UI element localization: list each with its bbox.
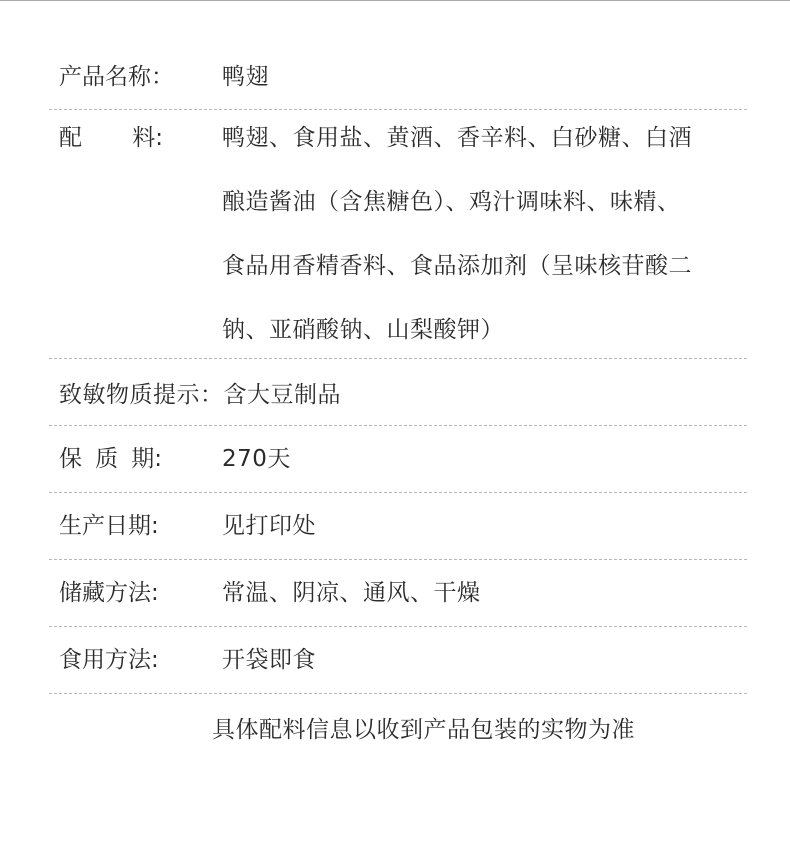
allergen-row bbox=[49, 359, 747, 426]
shelf-life-row bbox=[49, 426, 747, 493]
usage-row bbox=[49, 627, 747, 694]
ingredients-label-char-2: 料: bbox=[132, 125, 163, 151]
ingredients-line: 钠、亚硝酸钠、山梨酸钾） bbox=[222, 317, 504, 343]
shelf-life-label-char: 保 bbox=[59, 446, 82, 472]
ingredients-label-char-1: 配 bbox=[59, 125, 82, 151]
production-date-row bbox=[49, 493, 747, 560]
footnote-text: 具体配料信息以收到产品包装的实物为准 bbox=[212, 717, 635, 743]
production-date-value: 见打印处 bbox=[222, 513, 316, 539]
product-info-sheet bbox=[49, 44, 747, 761]
shelf-life-value: 270天 bbox=[222, 446, 291, 472]
ingredients-row bbox=[49, 110, 747, 359]
storage-row bbox=[49, 560, 747, 627]
product-name-label: 产品名称： bbox=[59, 63, 174, 90]
ingredients-value bbox=[222, 106, 747, 362]
shelf-life-label bbox=[49, 444, 222, 474]
production-date-label: 生产日期: bbox=[59, 513, 159, 539]
storage-value: 常温、阴凉、通风、干燥 bbox=[222, 580, 481, 606]
allergen-text: 致敏物质提示：含大豆制品 bbox=[59, 381, 341, 408]
ingredients-line: 酿造酱油（含焦糖色）、鸡汁调味料、味精、 bbox=[222, 189, 681, 215]
footnote-row bbox=[49, 694, 747, 761]
ingredients-label bbox=[49, 106, 222, 170]
shelf-life-label-char: 质 bbox=[95, 446, 119, 472]
usage-label: 食用方法: bbox=[59, 647, 159, 673]
product-name-value: 鸭翅 bbox=[222, 63, 269, 90]
top-divider bbox=[0, 0, 790, 1]
ingredients-line: 食品用香精香料、食品添加剂（呈味核苷酸二 bbox=[222, 253, 692, 279]
usage-value: 开袋即食 bbox=[222, 647, 316, 673]
storage-label: 储藏方法: bbox=[59, 580, 159, 606]
shelf-life-label-char: 期: bbox=[131, 446, 162, 472]
product-name-row bbox=[49, 44, 747, 110]
ingredients-line: 鸭翅、食用盐、黄酒、香辛料、白砂糖、白酒 bbox=[222, 125, 692, 151]
